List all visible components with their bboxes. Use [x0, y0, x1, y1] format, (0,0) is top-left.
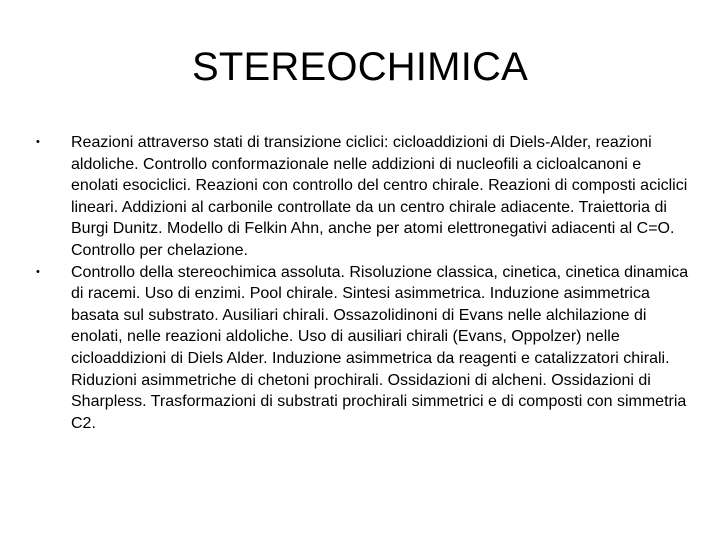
bullet-marker: • [36, 265, 40, 278]
bullet-list [36, 132, 692, 434]
bullet-text: Controllo della stereochimica assoluta. Risoluzione classica, cinetica, cinetica dinamica di racemi. Uso di enzimi. Pool chirale. Sintesi asimmetrica. Induzione asimmetrica basata sul substrato. Ausiliari chirali. Ossazolidinoni di Evans nelle alchilazione di enolati, nelle reazioni aldoliche. Uso di ausiliari chirali (Evans, Oppolzer) nelle cicloaddizioni di Diels Alder. Induzione asimmetrica da reagenti e catalizzatori chirali. Riduzioni asimmetriche di chetoni prochirali. Ossidazioni di alcheni. Ossidazioni di Sharpless. Trasformazioni di substrati prochirali simmetrici e di composti con simmetria C2. [71, 263, 689, 432]
bullet-marker: • [36, 136, 40, 148]
bullet-item [36, 132, 692, 262]
bullet-item [36, 262, 692, 435]
slide-title: STEREOCHIMICA [192, 45, 528, 89]
bullet-text: Reazioni attraverso stati di transizione ciclici: cicloaddizioni di Diels-Alder, reazioni aldoliche. Controllo conformazionale nelle addizioni di nucleofili a cicloalcanoni e enolati esociclici. Reazioni con controllo del centro chirale. Reazioni di composti aciclici lineari. Addizioni al carbonile controllate da un centro chirale adiacente. Traiettoria di Burgi Dunitz. Modello di Felkin Ahn, anche per atomi elettronegativi adiacenti al C=O. Controllo per chelazione. [71, 134, 688, 259]
